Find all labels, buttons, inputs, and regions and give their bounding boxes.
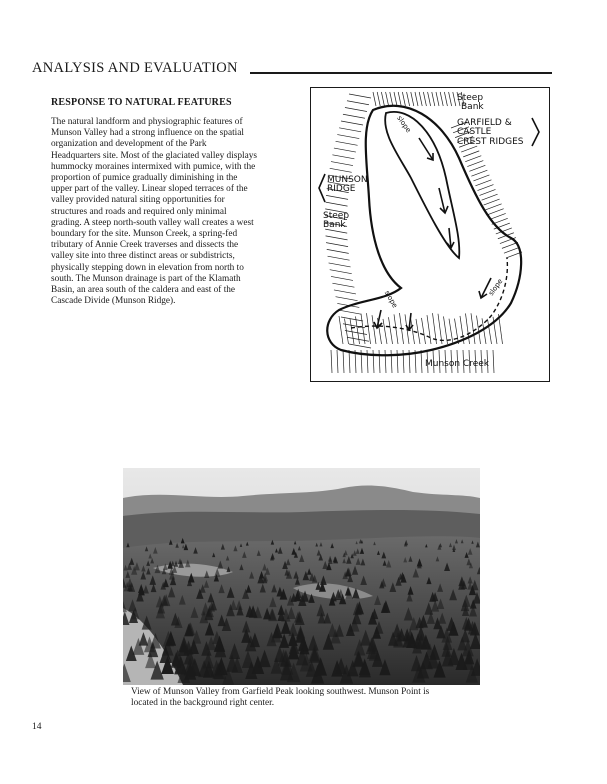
subheading: RESPONSE TO NATURAL FEATURES [51, 97, 232, 108]
ridge-lobe [385, 112, 459, 258]
site-diagram [310, 87, 550, 382]
slope-lower-label: slope [382, 289, 400, 310]
section-header [32, 60, 552, 78]
body-line: valley provided natural siting opportunities for [51, 195, 225, 206]
body-paragraph [51, 117, 301, 307]
ridges-bracket [532, 118, 539, 146]
body-line: tributary of Annie Creek traverses and dissects the [51, 240, 239, 251]
slope-right-label: slope [487, 277, 505, 298]
body-line: hummocky moraines intermixed with pumice, with the [51, 161, 256, 172]
photo-rendering [123, 468, 480, 685]
body-line: grading. A steep north-south valley wall creates a west [51, 217, 254, 228]
section-title: ANALYSIS AND EVALUATION [32, 60, 238, 76]
caption-line: View of Munson Valley from Garfield Peak looking southwest. Munson Point is [131, 687, 430, 697]
munson-ridge-label: MUNSON RIDGE [327, 175, 368, 195]
body-line: Basin, an area south of the caldera and east of the [51, 285, 236, 296]
body-line: Cascade Divide (Munson Ridge). [51, 296, 176, 307]
munson-ridge-bracket [319, 174, 325, 202]
valley-photograph [123, 468, 480, 685]
body-line: valley site into three distinct areas or subdistricts, [51, 251, 235, 262]
body-line: organization and development of the Park [51, 139, 207, 150]
body-line: proportion of pumice gradually diminishing in the [51, 173, 238, 184]
body-line: physically stepping down in elevation from north to [51, 262, 244, 273]
ridges-label: GARFIELD & CASTLE CREST RIDGES [457, 118, 524, 147]
caption-line: located in the background right center. [131, 698, 275, 709]
body-line: Headquarters site. Most of the glaciated valley displays [51, 150, 258, 161]
body-line: south. The Munson drainage is part of the Klamath [51, 273, 241, 284]
body-line: boundary for the site. Munson Creek, a spring-fed [51, 229, 238, 240]
body-line: Munson Valley had a strong influence on the spatial [51, 128, 244, 139]
steep-bank-top-label: Steep Bank [457, 93, 484, 113]
photo-caption [131, 687, 491, 709]
steep-bank-left-label: Steep Bank [323, 211, 350, 231]
body-line: The natural landform and physiographic features of [51, 117, 243, 127]
body-line: structures and roads and required only minimal [51, 206, 227, 217]
body-line: upper part of the valley. Linear sloped terraces of the [51, 184, 248, 195]
page-number: 14 [32, 722, 42, 732]
munson-creek-label: Munson Creek [425, 359, 490, 369]
slope-upper-label: slope [395, 114, 413, 135]
section-rule [250, 72, 552, 74]
